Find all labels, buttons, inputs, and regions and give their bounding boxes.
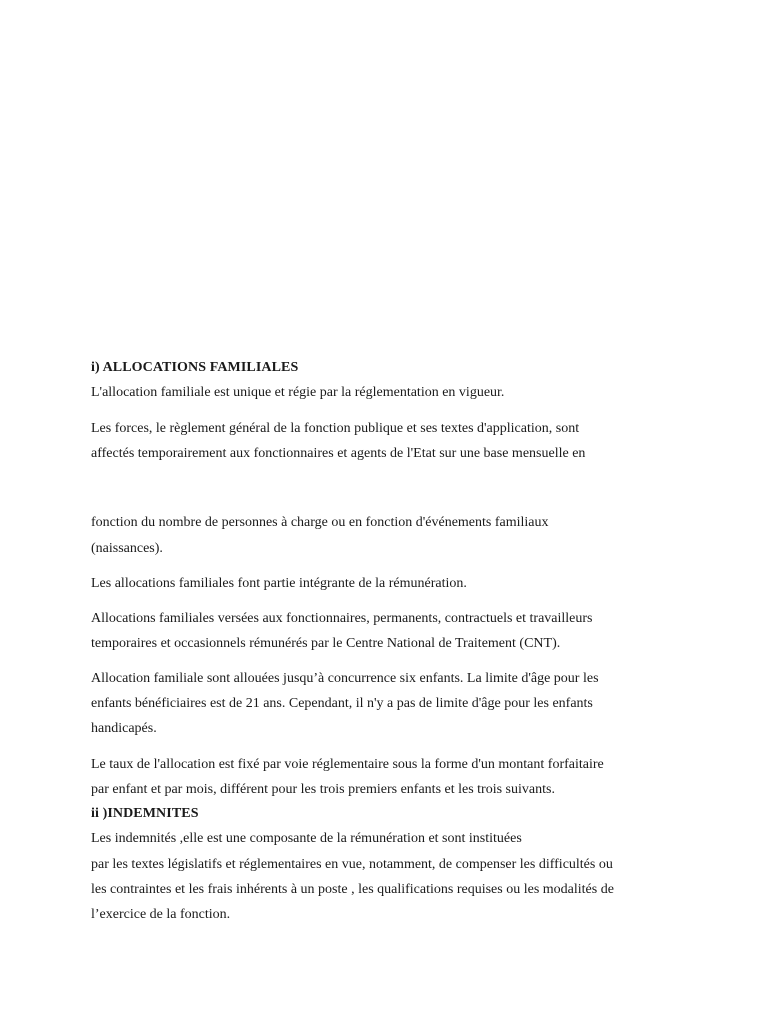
paragraph-line: Le taux de l'allocation est fixé par voie réglementaire sous la forme d'un montant forfaitaire: [91, 757, 604, 772]
paragraph-line: Allocations familiales versées aux fonctionnaires, permanents, contractuels et travailleurs: [91, 611, 593, 626]
paragraph-line: (naissances).: [91, 541, 163, 556]
paragraph-line: Les allocations familiales font partie intégrante de la rémunération.: [91, 576, 467, 591]
paragraph-line: par les textes législatifs et réglementaires en vue, notamment, de compenser les difficultés ou: [91, 857, 613, 872]
paragraph-line: fonction du nombre de personnes à charge ou en fonction d'événements familiaux: [91, 515, 549, 530]
paragraph-line: l’exercice de la fonction.: [91, 907, 231, 922]
paragraph-line: affectés temporairement aux fonctionnaires et agents de l'Etat sur une base mensuelle en: [91, 446, 586, 461]
paragraph-line: Les indemnités ,elle est une composante de la rémunération et sont instituées: [91, 831, 522, 846]
section-heading-allocations: i) ALLOCATIONS FAMILIALES: [91, 360, 299, 375]
paragraph-line: handicapés.: [91, 721, 157, 736]
paragraph-line: les contraintes et les frais inhérents à un poste , les qualifications requises ou les modalités de: [91, 882, 614, 897]
paragraph-line: temporaires et occasionnels rémunérés par le Centre National de Traitement (CNT).: [91, 636, 561, 651]
paragraph-line: enfants bénéficiaires est de 21 ans. Cependant, il n'y a pas de limite d'âge pour les enfants: [91, 696, 593, 711]
paragraph-line: L'allocation familiale est unique et régie par la réglementation en vigueur.: [91, 385, 505, 400]
paragraph-line: Les forces, le règlement général de la fonction publique et ses textes d'application, sont: [91, 421, 580, 436]
section-heading-indemnites: ii )INDEMNITES: [91, 806, 199, 821]
paragraph-line: par enfant et par mois, différent pour les trois premiers enfants et les trois suivants.: [91, 782, 555, 797]
paragraph-line: Allocation familiale sont allouées jusqu’à concurrence six enfants. La limite d'âge pour les: [91, 671, 599, 686]
